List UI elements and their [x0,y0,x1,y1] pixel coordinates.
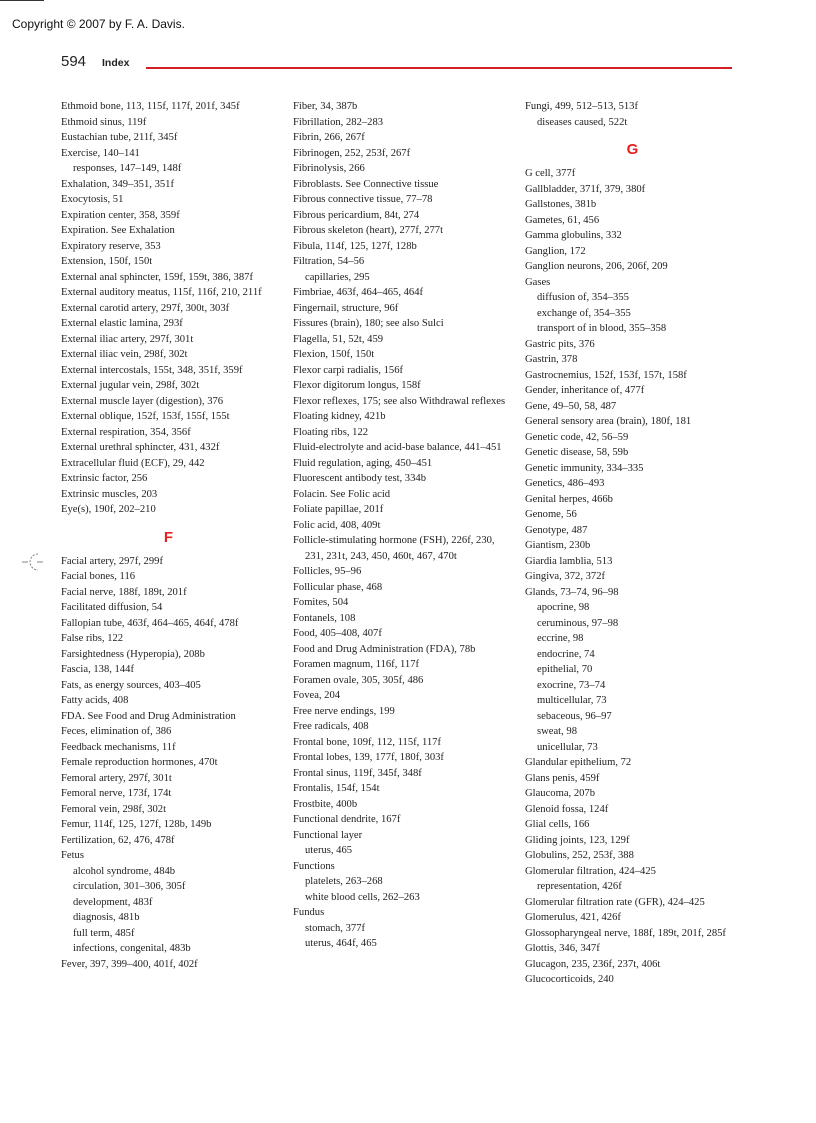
index-entry: Gamma globulins, 332 [525,230,622,241]
index-entry: Glomerular filtration, 424–425 [525,865,656,877]
index-entry: Fiber, 34, 387b [293,101,358,112]
index-entry: Gene, 49–50, 58, 487 [525,400,617,412]
index-entry: External elastic lamina, 293f [61,318,183,329]
index-entry: Gametes, 61, 456 [525,214,600,226]
index-entry: False ribs, 122 [61,633,124,644]
index-entry: Foramen ovale, 305, 305f, 486 [293,674,424,686]
index-entry: Fibrous connective tissue, 77–78 [293,194,433,205]
index-entry: Femoral artery, 297f, 301t [61,772,172,784]
index-entry: Fibrin, 266, 267f [293,132,365,143]
index-entry: Feces, elimination of, 386 [61,726,172,737]
index-subentry: capillaries, 295 [305,271,370,283]
index-entry: External intercostals, 155t, 348, 351f, 359f [61,364,243,376]
index-entry: Glaucoma, 207b [525,788,596,799]
index-subentry: responses, 147–149, 148f [73,163,182,174]
index-subentry: uterus, 465 [305,845,353,856]
copyright-notice: Copyright © 2007 by F. A. Davis. [12,17,185,31]
index-entry: Glossopharyngeal nerve, 188f, 189t, 201f, 285f [525,927,726,939]
index-entry: Glans penis, 459f [525,772,600,784]
top-rule [0,0,44,1]
index-entry: Ethmoid bone, 113, 115f, 117f, 201f, 345f [61,101,240,112]
index-entry: Glomerulus, 421, 426f [525,912,621,923]
index-entry: Glands, 73–74, 96–98 [525,586,619,598]
index-entry: Fibrillation, 282–283 [293,116,384,128]
index-subentry: stomach, 377f [305,922,366,934]
index-entry: Farsightedness (Hyperopia), 208b [61,648,205,660]
index-entry: Floating kidney, 421b [293,411,386,422]
index-entry: Filtration, 54–56 [293,256,365,267]
index-entry: Fibroblasts. See Connective tissue [293,178,439,190]
index-entry: Folacin. See Folic acid [293,488,391,500]
index-subentry: sweat, 98 [537,726,578,737]
index-entry: Expiratory reserve, 353 [61,240,161,252]
index-entry: Flexor digitorum longus, 158f [293,380,421,391]
index-entry: Gastrin, 378 [525,354,578,365]
index-entry: External carotid artery, 297f, 300t, 303f [61,302,230,314]
index-entry: Follicular phase, 468 [293,581,383,593]
index-entry: Ganglion neurons, 206, 206f, 209 [525,261,668,272]
index-entry: External muscle layer (digestion), 376 [61,395,224,407]
index-entry: Free radicals, 408 [293,721,369,732]
index-entry: Fibrinolysis, 266 [293,163,365,174]
index-entry: Feedback mechanisms, 11f [61,741,176,753]
index-subentry: exchange of, 354–355 [537,307,631,319]
index-subentry: exocrine, 73–74 [537,679,606,691]
index-subentry: infections, congenital, 483b [73,943,191,954]
index-entry: Folic acid, 408, 409t [293,519,381,531]
index-entry: Foliate papillae, 201f [293,504,384,515]
index-entry: Fetus [61,850,84,861]
index-entry: Gallstones, 381b [525,199,597,210]
index-subentry: representation, 426f [537,881,622,892]
index-entry: Gastrocnemius, 152f, 153f, 157t, 158f [525,369,687,381]
page-number: 594 [61,53,87,70]
index-subentry: unicellular, 73 [537,741,598,753]
index-entry: Expiration center, 358, 359f [61,209,180,221]
index-entry: Eye(s), 190f, 202–210 [61,504,156,515]
index-entry: Glandular epithelium, 72 [525,757,632,768]
index-entry: Follicle-stimulating hormone (FSH), 226f, 230, 231, 231t, 243, 450, 460t, 467, 470t [293,535,495,562]
index-entry: Extrinsic muscles, 203 [61,488,158,500]
index-entry: Flexor carpi radialis, 156f [293,364,404,376]
crop-mark-icon [22,551,44,573]
index-subentry: platelets, 263–268 [305,876,383,887]
index-entry: Fissures (brain), 180; see also Sulci [293,318,444,329]
index-entry: Facial artery, 297f, 299f [61,555,163,567]
index-entry: Fallopian tube, 463f, 464–465, 464f, 478f [61,617,239,629]
index-subentry: epithelial, 70 [537,664,593,675]
index-entry: Femoral vein, 298f, 302t [61,803,167,815]
index-subentry: sebaceous, 96–97 [537,710,612,722]
index-entry: Genetic immunity, 334–335 [525,462,644,474]
index-subentry: eccrine, 98 [537,633,584,644]
index-entry: Follicles, 95–96 [293,566,362,577]
index-entry: Gingiva, 372, 372f [525,571,606,582]
index-entry: Fluid-electrolyte and acid-base balance, 441–451 [293,442,502,453]
index-entry: Frontal bone, 109f, 112, 115f, 117f [293,736,441,748]
index-entry: Expiration. See Exhalation [61,225,175,236]
index-entry: Gases [525,276,551,288]
index-entry: Glenoid fossa, 124f [525,803,609,815]
index-entry: Ganglion, 172 [525,245,586,257]
index-entry: Frontal lobes, 139, 177f, 180f, 303f [293,752,444,763]
index-entry: Fibrinogen, 252, 253f, 267f [293,147,411,159]
index-entry: Giantism, 230b [525,540,591,551]
index-entry: Fimbriae, 463f, 464–465, 464f [293,287,424,298]
index-entry: Fascia, 138, 144f [61,664,134,675]
index-entry: Fats, as energy sources, 403–405 [61,679,201,691]
index-entry: Functional dendrite, 167f [293,814,401,825]
index-subentry: alcohol syndrome, 484b [73,865,176,877]
index-entry: Femoral nerve, 173f, 174t [61,788,172,799]
index-entry: Facilitated diffusion, 54 [61,602,163,613]
index-entry: Gallbladder, 371f, 379, 380f [525,183,646,195]
index-entry: External iliac vein, 298f, 302t [61,349,188,360]
index-entry: External respiration, 354, 356f [61,426,191,438]
index-entry: Glomerular filtration rate (GFR), 424–425 [525,896,705,908]
index-entry: External iliac artery, 297f, 301t [61,333,194,345]
index-entry: Gliding joints, 123, 129f [525,834,630,846]
index-entry: Femur, 114f, 125, 127f, 128b, 149b [61,819,212,830]
index-subentry: multicellular, 73 [537,695,607,706]
index-entry: Food and Drug Administration (FDA), 78b [293,643,476,655]
index-entry: Flexion, 150f, 150t [293,349,375,360]
index-entry: Extrinsic factor, 256 [61,473,148,484]
index-column-2 [293,99,506,952]
index-subentry: diseases caused, 522t [537,116,628,128]
index-entry: Facial bones, 116 [61,571,136,582]
index-subentry: apocrine, 98 [537,602,590,613]
index-entry: Genital herpes, 466b [525,493,613,505]
index-subentry: diffusion of, 354–355 [537,292,629,303]
index-entry: Functions [293,860,335,872]
index-column-1 [61,99,276,972]
index-entry: Fontanels, 108 [293,612,356,624]
index-entry: Exercise, 140–141 [61,147,140,159]
index-entry: Frostbite, 400b [293,798,358,810]
index-entry: Fever, 397, 399–400, 401f, 402f [61,958,198,970]
index-subentry: full term, 485f [73,927,135,939]
index-entry: Functional layer [293,829,363,841]
index-entry: Frontal sinus, 119f, 345f, 348f [293,767,422,779]
index-entry: Extracellular fluid (ECF), 29, 442 [61,457,205,469]
section-letter: F [163,528,174,546]
index-entry: Fibrous skeleton (heart), 277f, 277t [293,225,444,236]
index-entry: Genome, 56 [525,509,577,520]
index-subentry: transport of in blood, 355–358 [537,323,667,334]
index-entry: Fungi, 499, 512–513, 513f [525,101,639,112]
index-entry: Glial cells, 166 [525,819,590,830]
index-subentry: white blood cells, 262–263 [305,891,420,903]
index-entry: External jugular vein, 298f, 302t [61,380,200,391]
index-entry: Eustachian tube, 211f, 345f [61,132,178,143]
index-entry: Glottis, 346, 347f [525,943,600,954]
index-entry: Female reproduction hormones, 470t [61,757,218,768]
index-subentry: circulation, 301–306, 305f [73,881,186,892]
index-entry: Glucocorticoids, 240 [525,974,614,985]
index-entry: Foramen magnum, 116f, 117f [293,659,420,670]
index-entry: FDA. See Food and Drug Administration [61,710,236,722]
index-subentry: diagnosis, 481b [73,912,140,923]
index-entry: Fibula, 114f, 125, 127f, 128b [293,240,417,252]
index-entry: Giardia lamblia, 513 [525,555,613,567]
index-entry: Genotype, 487 [525,524,588,536]
index-entry: Fluid regulation, aging, 450–451 [293,457,433,469]
index-entry: Ethmoid sinus, 119f [61,116,147,128]
index-entry: Genetic code, 42, 56–59 [525,431,629,443]
section-letter: G [626,141,639,158]
index-entry: Fluorescent antibody test, 334b [293,473,426,484]
index-entry: Fundus [293,907,325,918]
index-entry: Fingernail, structure, 96f [293,302,399,314]
index-entry: Free nerve endings, 199 [293,705,395,717]
index-entry: External urethral sphincter, 431, 432f [61,442,220,453]
header-rule [146,67,732,69]
index-entry: Gender, inheritance of, 477f [525,385,645,396]
index-entry: Exocytosis, 51 [61,194,124,205]
index-entry: Fomites, 504 [293,597,349,608]
index-subentry: ceruminous, 97–98 [537,617,619,629]
index-entry: External auditory meatus, 115f, 116f, 210, 211f [61,287,262,298]
index-entry: Gastric pits, 376 [525,338,595,350]
index-entry: Exhalation, 349–351, 351f [61,178,174,190]
section-title: Index [102,57,130,69]
index-entry: General sensory area (brain), 180f, 181 [525,416,692,427]
index-entry: Genetic disease, 58, 59b [525,447,629,458]
index-entry: Frontalis, 154f, 154t [293,783,380,794]
index-entry: External anal sphincter, 159f, 159t, 386, 387f [61,271,253,283]
index-entry: Flagella, 51, 52t, 459 [293,333,384,345]
index-entry: G cell, 377f [525,168,576,179]
index-entry: Fovea, 204 [293,690,341,701]
index-entry: Fertilization, 62, 476, 478f [61,834,175,846]
index-entry: External oblique, 152f, 153f, 155f, 155t [61,411,230,422]
index-subentry: endocrine, 74 [537,648,595,660]
index-column-3 [525,99,740,988]
index-entry: Genetics, 486–493 [525,478,605,489]
index-entry: Fatty acids, 408 [61,695,129,706]
index-entry: Globulins, 252, 253f, 388 [525,850,634,861]
index-entry: Facial nerve, 188f, 189t, 201f [61,586,187,598]
index-subentry: uterus, 464f, 465 [305,938,377,949]
index-entry: Fibrous pericardium, 84t, 274 [293,209,420,221]
index-subentry: development, 483f [73,896,153,908]
index-entry: Flexor reflexes, 175; see also Withdrawal reflexes [293,395,506,407]
index-entry: Extension, 150f, 150t [61,256,153,267]
index-entry: Food, 405–408, 407f [293,628,382,639]
index-entry: Floating ribs, 122 [293,426,369,438]
index-entry: Glucagon, 235, 236f, 237t, 406t [525,958,661,970]
